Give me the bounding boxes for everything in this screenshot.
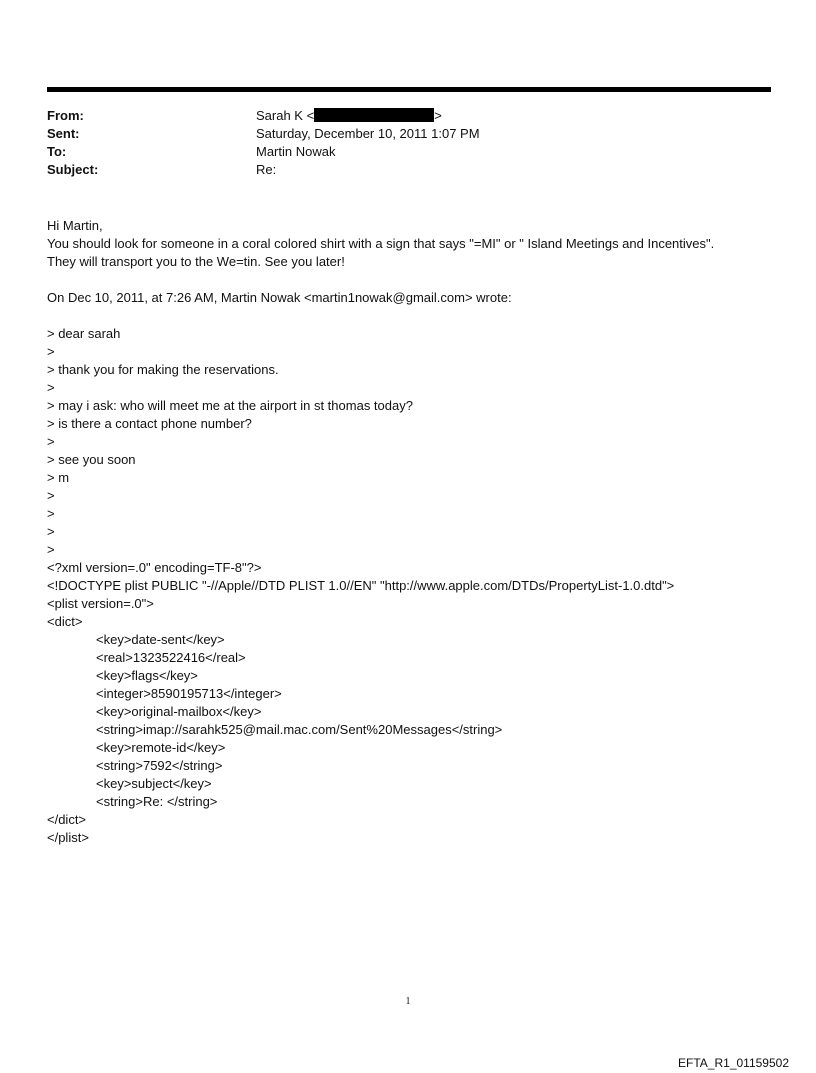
from-value [256, 107, 442, 125]
body-line: They will transport you to the We=tin. See you later! [47, 254, 345, 269]
plist-line: <!DOCTYPE plist PUBLIC "-//Apple//DTD PLIST 1.0//EN" "http://www.apple.com/DTDs/PropertyList-1.0.dtd"> [47, 578, 675, 593]
plist-line: <plist version=.0"> [47, 596, 154, 611]
plist-entry: <key>remote-id</key> [96, 740, 226, 755]
plist-entry: <string>7592</string> [96, 758, 223, 773]
body-line: Hi Martin, [47, 218, 103, 233]
top-rule [47, 87, 771, 92]
body-line: You should look for someone in a coral colored shirt with a sign that says "=MI" or " Island Meetings and Incentives". [47, 236, 715, 251]
bates-number: EFTA_R1_01159502 [678, 1056, 789, 1070]
quoted-line: > [47, 488, 55, 503]
subject-label: Subject: [47, 162, 99, 177]
sent-value: Saturday, December 10, 2011 1:07 PM [256, 126, 480, 141]
quoted-line: > see you soon [47, 452, 136, 467]
from-label: From: [47, 108, 84, 123]
plist-entry: <key>flags</key> [96, 668, 198, 683]
redaction-bar [314, 108, 434, 122]
plist-line: </dict> [47, 812, 87, 827]
plist-line: <?xml version=.0" encoding=TF-8"?> [47, 560, 262, 575]
quoted-line: > thank you for making the reservations. [47, 362, 279, 377]
from-value-prefix: Sarah K < [256, 108, 315, 123]
quoted-header-line: On Dec 10, 2011, at 7:26 AM, Martin Nowak <martin1nowak@gmail.com> wrote: [47, 290, 512, 305]
quoted-line: > [47, 344, 55, 359]
to-value: Martin Nowak [256, 144, 336, 159]
quoted-line: > m [47, 470, 70, 485]
plist-line: </plist> [47, 830, 89, 845]
body-line [47, 307, 777, 325]
quoted-line: > may i ask: who will meet me at the airport in st thomas today? [47, 398, 413, 413]
quoted-line: > is there a contact phone number? [47, 416, 252, 431]
subject-value: Re: [256, 162, 277, 177]
quoted-line: > [47, 506, 55, 521]
body-line [47, 271, 777, 289]
quoted-line: > [47, 434, 55, 449]
email-body [47, 217, 777, 847]
page-number: 1 [405, 996, 411, 1007]
quoted-line: > dear sarah [47, 326, 121, 341]
sent-label: Sent: [47, 126, 80, 141]
plist-line: <dict> [47, 614, 83, 629]
quoted-line: > [47, 380, 55, 395]
plist-entry: <string>Re: </string> [96, 794, 218, 809]
quoted-line: > [47, 542, 55, 557]
plist-entry: <key>subject</key> [96, 776, 212, 791]
plist-entry: <key>date-sent</key> [96, 632, 225, 647]
quoted-line: > [47, 524, 55, 539]
plist-entry: <integer>8590195713</integer> [96, 686, 282, 701]
plist-entry: <key>original-mailbox</key> [96, 704, 262, 719]
plist-entry: <string>imap://sarahk525@mail.mac.com/Sent%20Messages</string> [96, 722, 503, 737]
to-label: To: [47, 144, 67, 159]
from-value-suffix: > [434, 108, 442, 123]
plist-entry: <real>1323522416</real> [96, 650, 246, 665]
